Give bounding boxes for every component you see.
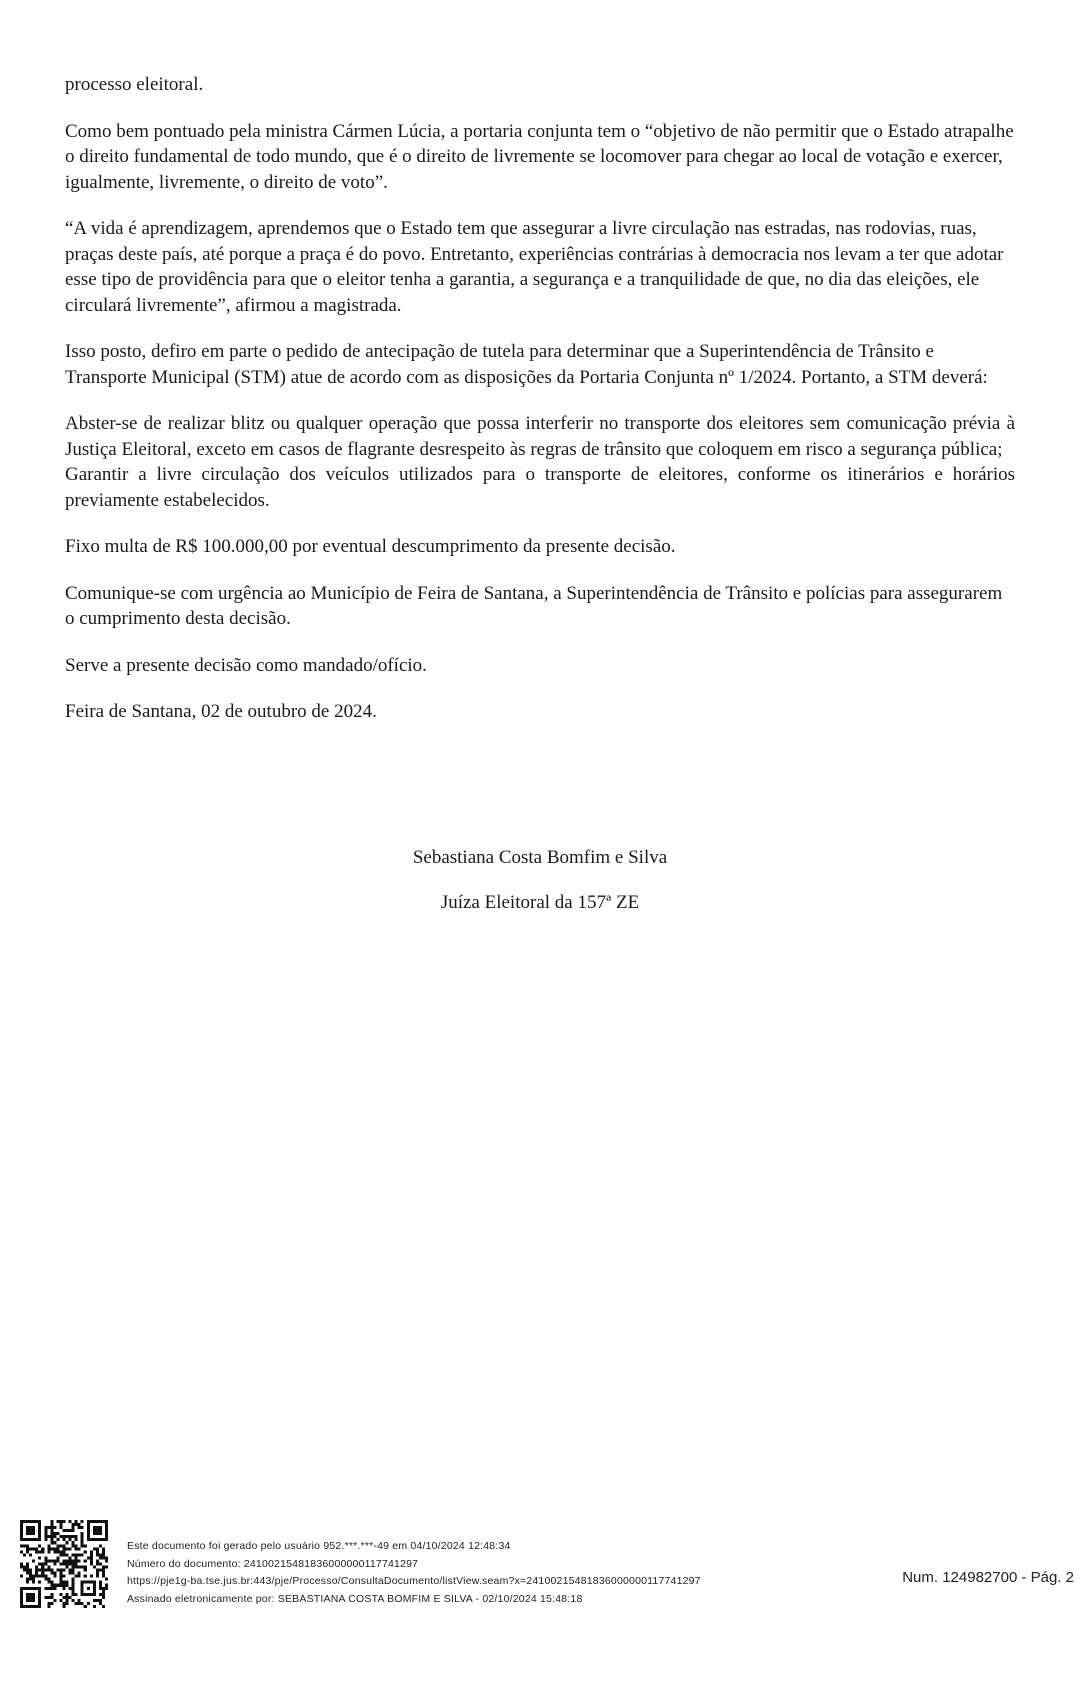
signature-name: Sebastiana Costa Bomfim e Silva (412, 847, 668, 868)
page-number: Num. 124982700 - Pág. 2 (902, 1569, 1074, 1586)
footer-document-number: Número do documento: 24100215481836000000117741297 (127, 1557, 419, 1570)
footer-signed-by: Assinado eletronicamente por: SEBASTIANA COSTA BOMFIM E SILVA - 02/10/2024 15:48:18 (127, 1592, 583, 1605)
paragraph-abster-se: Abster-se de realizar blitz ou qualquer operação que possa interferir no transporte dos eleitores sem comunicação prévia à Justiça Eleitoral, exceto em casos de flagrante desrespeito às regras de trânsito que coloquem em risco a segurança pública; (65, 413, 1015, 460)
document-footer (0, 1520, 1080, 1610)
paragraph-decisao: Isso posto, defiro em parte o pedido de antecipação de tutela para determinar que a Superintendência de Trânsito e Transporte Municipal (STM) atue de acordo com as disposições da Portaria Conjunta nº 1/2024. Portanto, a STM deverá: (65, 341, 988, 388)
paragraph-local-data: Feira de Santana, 02 de outubro de 2024. (65, 701, 377, 722)
footer-info (127, 1538, 701, 1608)
paragraph-vida-aprendizagem: “A vida é aprendizagem, aprendemos que o Estado tem que assegurar a livre circulação nas estradas, nas rodovias, ruas, praças deste país, até porque a praça é do povo. Entretanto, experiências contrárias à democracia nos levam a ter que adotar esse tipo de providência para que o eleitor tenha a garantia, a segurança e a tranquilidade de que, no dia das eleições, ele circulará livremente”, afirmou a magistrada. (65, 218, 1004, 316)
footer-document-url: https://pje1g-ba.tse.jus.br:443/pje/Processo/ConsultaDocumento/listView.seam?x=24100215481836000000117741297 (127, 1575, 701, 1587)
qr-code-icon (20, 1520, 108, 1608)
document-body (65, 72, 1015, 746)
signature-title: Juíza Eleitoral da 157ª ZE (440, 892, 640, 913)
paragraph-citacao-ministra: Como bem pontuado pela ministra Cármen Lúcia, a portaria conjunta tem o “objetivo de não permitir que o Estado atrapalhe o direito fundamental de todo mundo, que é o direito de livremente se locomover para chegar ao local de votação e exercer, igualmente, livremente, o direito de voto”. (65, 120, 1014, 193)
paragraph-processo: processo eleitoral. (65, 74, 204, 95)
footer-generated-by: Este documento foi gerado pelo usuário 952.***.***-49 em 04/10/2024 12:48:34 (127, 1540, 511, 1552)
paragraph-mandado: Serve a presente decisão como mandado/ofício. (65, 654, 427, 676)
paragraph-multa: Fixo multa de R$ 100.000,00 por eventual descumprimento da presente decisão. (65, 536, 676, 557)
paragraph-garantir: Garantir a livre circulação dos veículos utilizados para o transporte de eleitores, conforme os itinerários e horários previamente estabelecidos. (65, 464, 1015, 511)
paragraph-comunique-se: Comunique-se com urgência ao Município de Feira de Santana, a Superintendência de Trânsito e polícias para assegurarem o cumprimento desta decisão. (65, 582, 1003, 629)
